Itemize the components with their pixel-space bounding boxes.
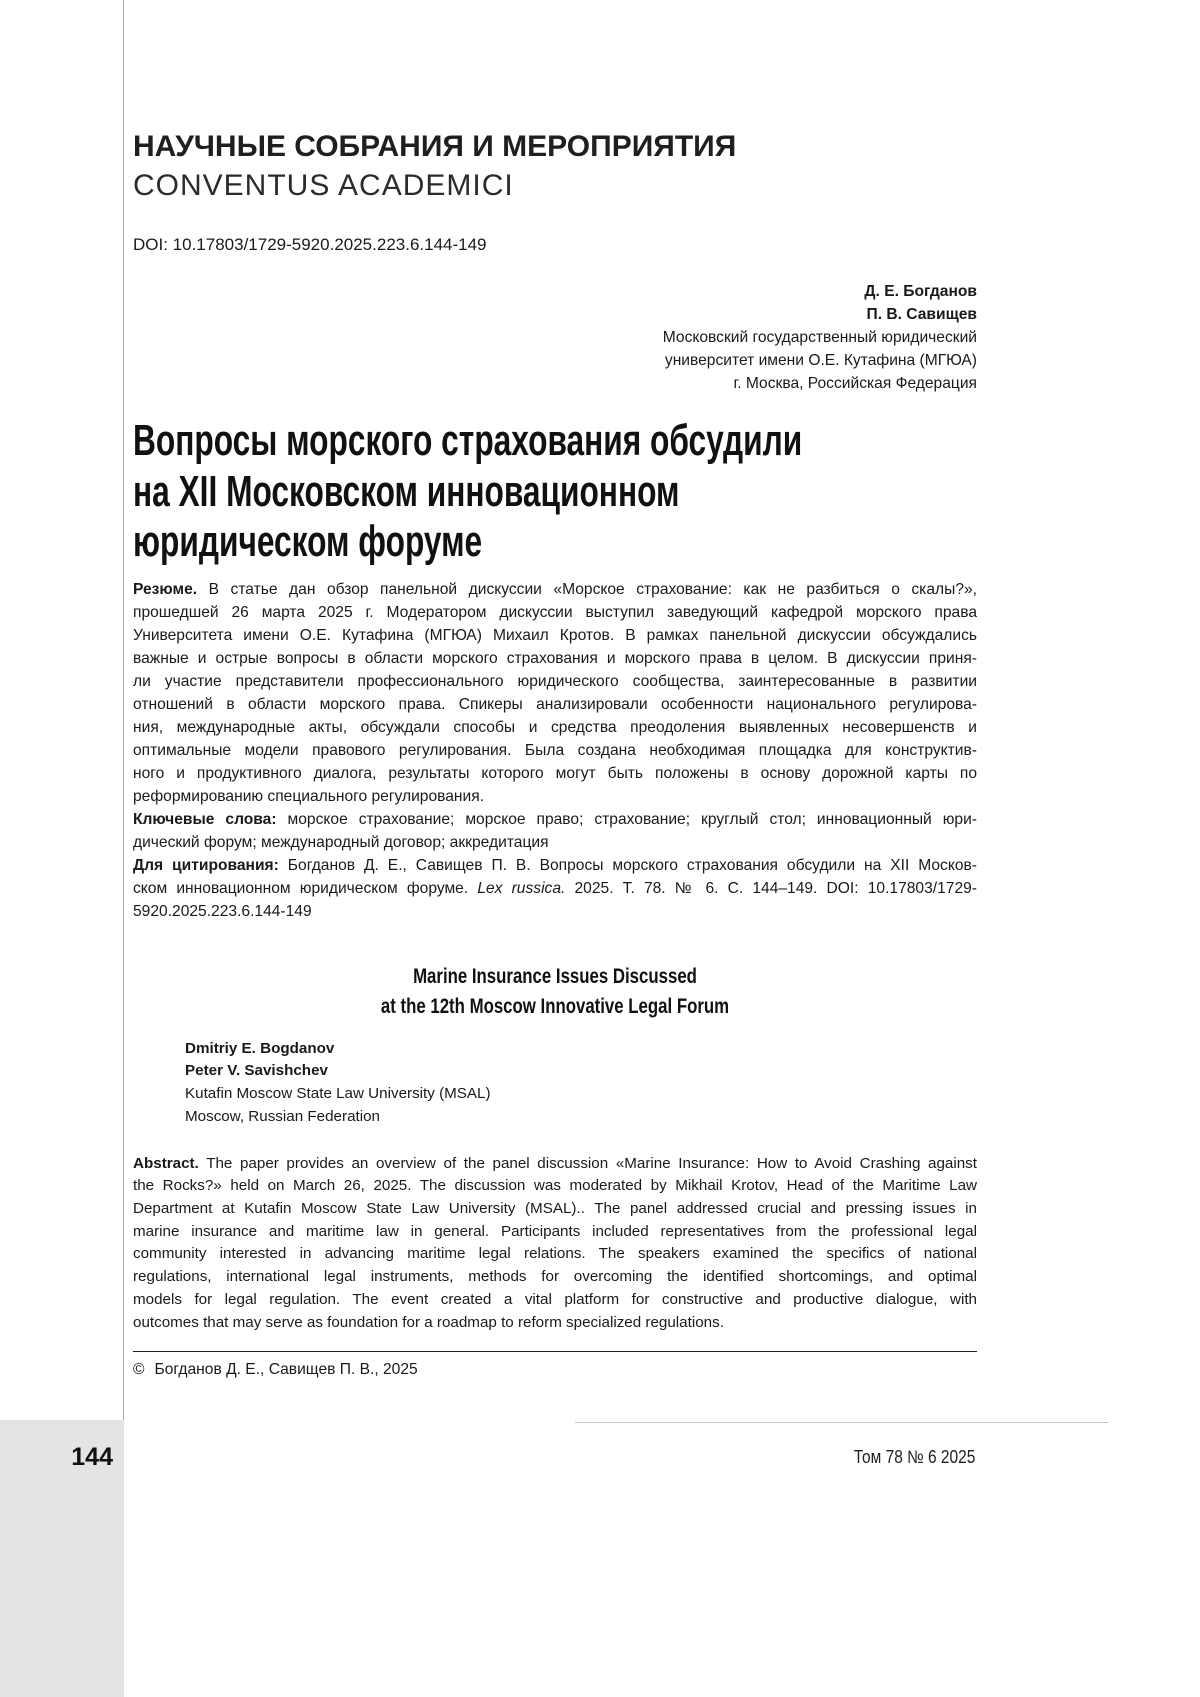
affiliation-en-line: Moscow, Russian Federation [185,1107,380,1125]
affiliation-line: университет имени О.Е. Кутафина (МГЮА) [664,352,977,370]
footer-divider [575,1422,1108,1423]
citation-ru-line [133,877,977,900]
keywords-ru-label: Ключевые слова: [133,811,277,829]
author-name: П. В. Савищев [866,306,977,324]
abstract-ru-line: реформированию специального регулирования. [133,788,485,806]
abstract-en-line: Department at Kutafin Moscow State Law University (MSAL).. The panel addressed crucial and pressing issues in [133,1200,977,1217]
abstract-en [133,1153,977,1335]
article-title-ru [133,416,1062,568]
abstract-en-text: The paper provides an overview of the panel discussion «Marine Insurance: How to Avoid Crashing against [206,1154,977,1172]
title-en-line: Marine Insurance Issues Discussed [413,965,697,988]
copyright-divider [133,1351,977,1352]
abstract-en-line: the Rocks?» held on March 26, 2025. The discussion was moderated by Mikhail Krotov, Head of the Maritime Law [133,1177,977,1195]
keywords-ru-line [133,808,977,831]
journal-name: Lex russica. [477,880,566,898]
abstract-en-line: outcomes that may serve as foundation for a roadmap to reform specialized regulations. [133,1313,724,1331]
title-line: на XII Московском инновационном [133,466,680,516]
abstract-ru-line: прошедшей 26 марта 2025 г. Модератором дискуссии выступил заведующий кафедрой морского права [133,603,977,621]
affiliation-line: г. Москва, Российская Федерация [733,375,977,393]
abstract-ru-line: оптимальные модели правового регулирования. Была создана необходимая площадка для конструктив- [133,741,977,759]
author-name-en: Dmitriy E. Bogdanov [185,1039,335,1057]
margin-rule [123,0,124,1420]
citation-ru-label: Для цитирования: [133,857,279,875]
abstract-ru-line: важные и острые вопросы в области морского страхования и морского права в целом. В дискуссии приня- [133,649,977,667]
authors-ru [133,280,977,395]
abstract-ru-line: отношений в области морского права. Спикеры анализировали особенности национального регулирова- [133,695,977,713]
citation-ru-line [133,854,977,877]
abstract-ru-line: ния, международные акты, обсуждали способы и средства преодоления выявленных несовершенств и [133,718,977,736]
title-line: юридическом форуме [133,517,483,566]
article-title-en [133,962,977,1022]
abstract-ru-line: ли участие представители профессионального юридического сообщества, заинтересованные в развитии [133,672,977,690]
abstract-ru-line: Университета имени О.Е. Кутафина (МГЮА) Михаил Кротов. В рамках панельной дискуссии обсуждались [133,626,977,644]
copyright-symbol: © [133,1360,145,1378]
section-subtitle: CONVENTUS ACADEMICI [133,169,514,202]
copyright-text: Богданов Д. Е., Савищев П. В., 2025 [154,1360,418,1378]
author-name: Д. Е. Богданов [864,283,977,300]
abstract-ru-line: ного и продуктивного диалога, результаты которого могут быть положены в основу дорожной карты по [133,765,977,782]
citation-ru-line: 5920.2025.223.6.144-149 [133,903,312,921]
abstract-ru-text: В статье дан обзор панельной дискуссии «Морское страхование: как не разбиться о скалы?», [208,580,977,598]
copyright [133,1358,418,1381]
abstract-en-line [133,1153,977,1176]
keywords-ru-text: морское страхование; морское право; страхование; круглый стол; инновационный юри- [287,811,977,829]
title-line: Вопросы морского страхования обсудили [133,416,803,465]
issue-text: Том 78 № 6 2025 [853,1447,975,1467]
affiliation-line: Московский государственный юридический [662,329,977,347]
page-number: 144 [71,1443,113,1471]
author-name-en: Peter V. Savishchev [185,1062,328,1080]
doi: DOI: 10.17803/1729-5920.2025.223.6.144-149 [133,235,487,254]
section-title: НАУЧНЫЕ СОБРАНИЯ И МЕРОПРИЯТИЯ [133,130,737,163]
abstract-en-line: regulations, international legal instruments, methods for overcoming the identified shortcomings, and optimal [133,1268,977,1286]
citation-ru-text: ском инновационном юридическом форуме. [133,880,469,898]
abstract-en-line: models for legal regulation. The event created a vital platform for constructive and productive dialogue, with [133,1290,977,1308]
abstract-en-line: marine insurance and maritime law in general. Participants included representatives from the professional legal [133,1222,977,1240]
abstract-ru [133,578,977,924]
affiliation-en-line: Kutafin Moscow State Law University (MSAL) [185,1085,491,1102]
keywords-ru-line: дический форум; международный договор; аккредитация [133,834,549,852]
abstract-en-label: Abstract. [133,1154,199,1172]
abstract-ru-label: Резюме. [133,580,198,598]
abstract-en-line: community interested in advancing maritime legal relations. The speakers examined the specifics of national [133,1245,977,1263]
citation-ru-text: 2025. Т. 78. № 6. С. 144–149. DOI: 10.17803/1729- [574,880,977,898]
citation-ru-text: Богданов Д. Е., Савищев П. В. Вопросы морского страхования обсудили на XII Москов- [287,857,977,875]
abstract-ru-line [133,578,977,601]
authors-en [185,1038,491,1129]
title-en-line: at the 12th Moscow Innovative Legal Forum [380,995,730,1018]
issue-info [575,1444,975,1470]
